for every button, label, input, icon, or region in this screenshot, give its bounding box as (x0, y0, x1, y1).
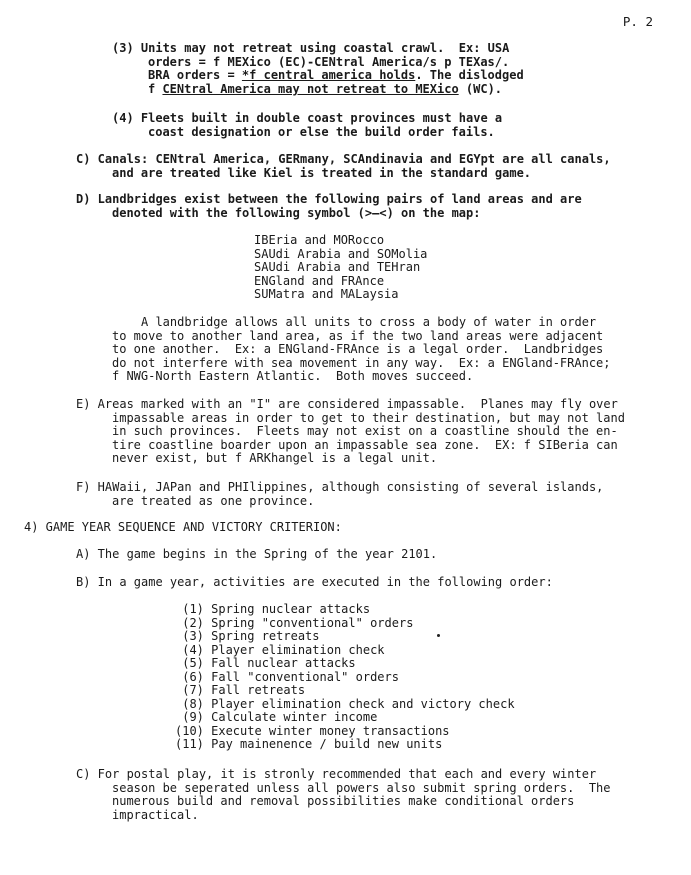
islands-line: F) HAWaii, JAPan and PHIlippines, although consisting of several islands, (76, 480, 604, 494)
section-4b: B) In a game year, activities are executed in the following order: (76, 575, 553, 589)
rule-3-line-3-underlined: *f central america holds (241, 68, 416, 82)
rule-4-line-2: coast designation or else the build order fails. (148, 124, 495, 139)
landbridge-paragraph-line: A landbridge allows all units to cross a body of water in order (141, 315, 597, 329)
rule-3-line-3 (112, 68, 524, 82)
section-4a: A) The game begins in the Spring of the year 2101. (76, 547, 438, 561)
canals-line-1: C) Canals: CENtral America, GERmany, SCAndinavia and EGYpt are all canals, (76, 152, 611, 166)
impassable-line: impassable areas in order to get to their destination, but may not land (112, 410, 625, 425)
landbridge-symbol-icon: >—< (364, 205, 387, 220)
sequence-item: (1) Spring nuclear attacks (175, 602, 371, 616)
landbridge-paragraph (112, 316, 611, 384)
sequence-item: (2) Spring "conventional" orders (175, 615, 414, 630)
postal-play-line: impractical. (112, 807, 199, 822)
sequence-item: (3) Spring retreats (175, 629, 320, 643)
impassable-line: in such provinces. Fleets may not exist on a coastline should the en- (112, 424, 618, 438)
game-year-sequence-list (175, 603, 515, 752)
postal-play-section (76, 768, 611, 822)
landbridge-paragraph-line: to move to another land area, as if the two land areas were adjacent (112, 328, 604, 343)
postal-play-line: numerous build and removal possibilities make conditional orders (112, 794, 575, 808)
impassable-section (76, 398, 625, 466)
impassable-line: E) Areas marked with an "I" are considered impassable. Planes may fly over (76, 397, 618, 411)
landbridges-line-2 (76, 206, 480, 220)
landbridge-pair: SAUdi Arabia and TEHran (254, 260, 421, 274)
canals-line-2: and are treated like Kiel is treated in the standard game. (112, 165, 532, 180)
sequence-item: (6) Fall "conventional" orders (175, 669, 399, 684)
sequence-item: (8) Player elimination check and victory check (175, 696, 515, 711)
section-4-heading: 4) GAME YEAR SEQUENCE AND VICTORY CRITERION: (24, 520, 342, 534)
landbridge-pair: ENGland and FRAnce (254, 273, 385, 288)
sequence-item: (7) Fall retreats (175, 683, 306, 697)
landbridge-pair: SAUdi Arabia and SOMolia (254, 246, 428, 261)
sequence-item: (10) Execute winter money transactions (175, 723, 450, 738)
rule-3-line-4 (112, 82, 502, 96)
impassable-line: tire coastline boarder upon an impassable sea zone. EX: f SIBeria can (112, 437, 618, 452)
landbridges-section (76, 193, 582, 220)
postal-play-line: C) For postal play, it is stronly recommended that each and every winter (76, 767, 597, 781)
sequence-item: (11) Pay mainenence / build new units (175, 737, 443, 751)
landbridges-line-1: D) Landbridges exist between the following pairs of land areas and are (76, 192, 582, 206)
islands-section (76, 481, 603, 508)
rule-4-line-1: (4) Fleets built in double coast provinces must have a (112, 111, 503, 125)
landbridge-pair: IBEria and MORocco (254, 233, 385, 247)
landbridge-paragraph-line: f NWG-North Eastern Atlantic. Both moves succeed. (112, 369, 474, 383)
impassable-line: never exist, but f ARKhangel is a legal unit. (112, 451, 438, 465)
rule-3-line-4-prefix: f (148, 81, 163, 96)
canals-section (76, 153, 611, 180)
rule-3-line-4-suffix: (WC). (458, 81, 503, 96)
rule-4-block (112, 112, 502, 139)
islands-line: are treated as one province. (112, 493, 315, 508)
sequence-item: (5) Fall nuclear attacks (175, 656, 356, 670)
landbridge-paragraph-line: to one another. Ex: a ENGland-FRAnce is a legal order. Landbridges (112, 342, 604, 356)
landbridge-pairs-list (254, 234, 427, 302)
sequence-item: (4) Player elimination check (175, 642, 385, 657)
rule-3-line-4-underlined: CENtral America may not retreat to MEXico (162, 81, 459, 96)
landbridge-pair: SUMatra and MALaysia (254, 287, 399, 301)
postal-play-line: season be seperated unless all powers also submit spring orders. The (112, 780, 611, 795)
page-number: P. 2 (622, 14, 653, 29)
landbridge-paragraph-line: do not interfere with sea movement in any way. Ex: a ENGland-FRAnce; (112, 355, 611, 370)
rule-3-line-1: (3) Units may not retreat using coastal crawl. Ex: USA (112, 41, 510, 55)
rule-3-line-3-suffix: . The dislodged (415, 68, 524, 82)
landbridges-line-2-suffix: ) on the map: (386, 205, 481, 220)
sequence-item: (9) Calculate winter income (175, 710, 378, 724)
rule-3-line-3-prefix: BRA orders = (148, 68, 242, 82)
rule-3-block (112, 42, 524, 96)
stray-dot-mark (437, 634, 440, 637)
landbridges-line-2-prefix: denoted with the following symbol ( (112, 205, 365, 220)
rule-3-line-2: orders = f MEXico (EC)-CENtral America/s p TEXas/. (148, 54, 510, 69)
